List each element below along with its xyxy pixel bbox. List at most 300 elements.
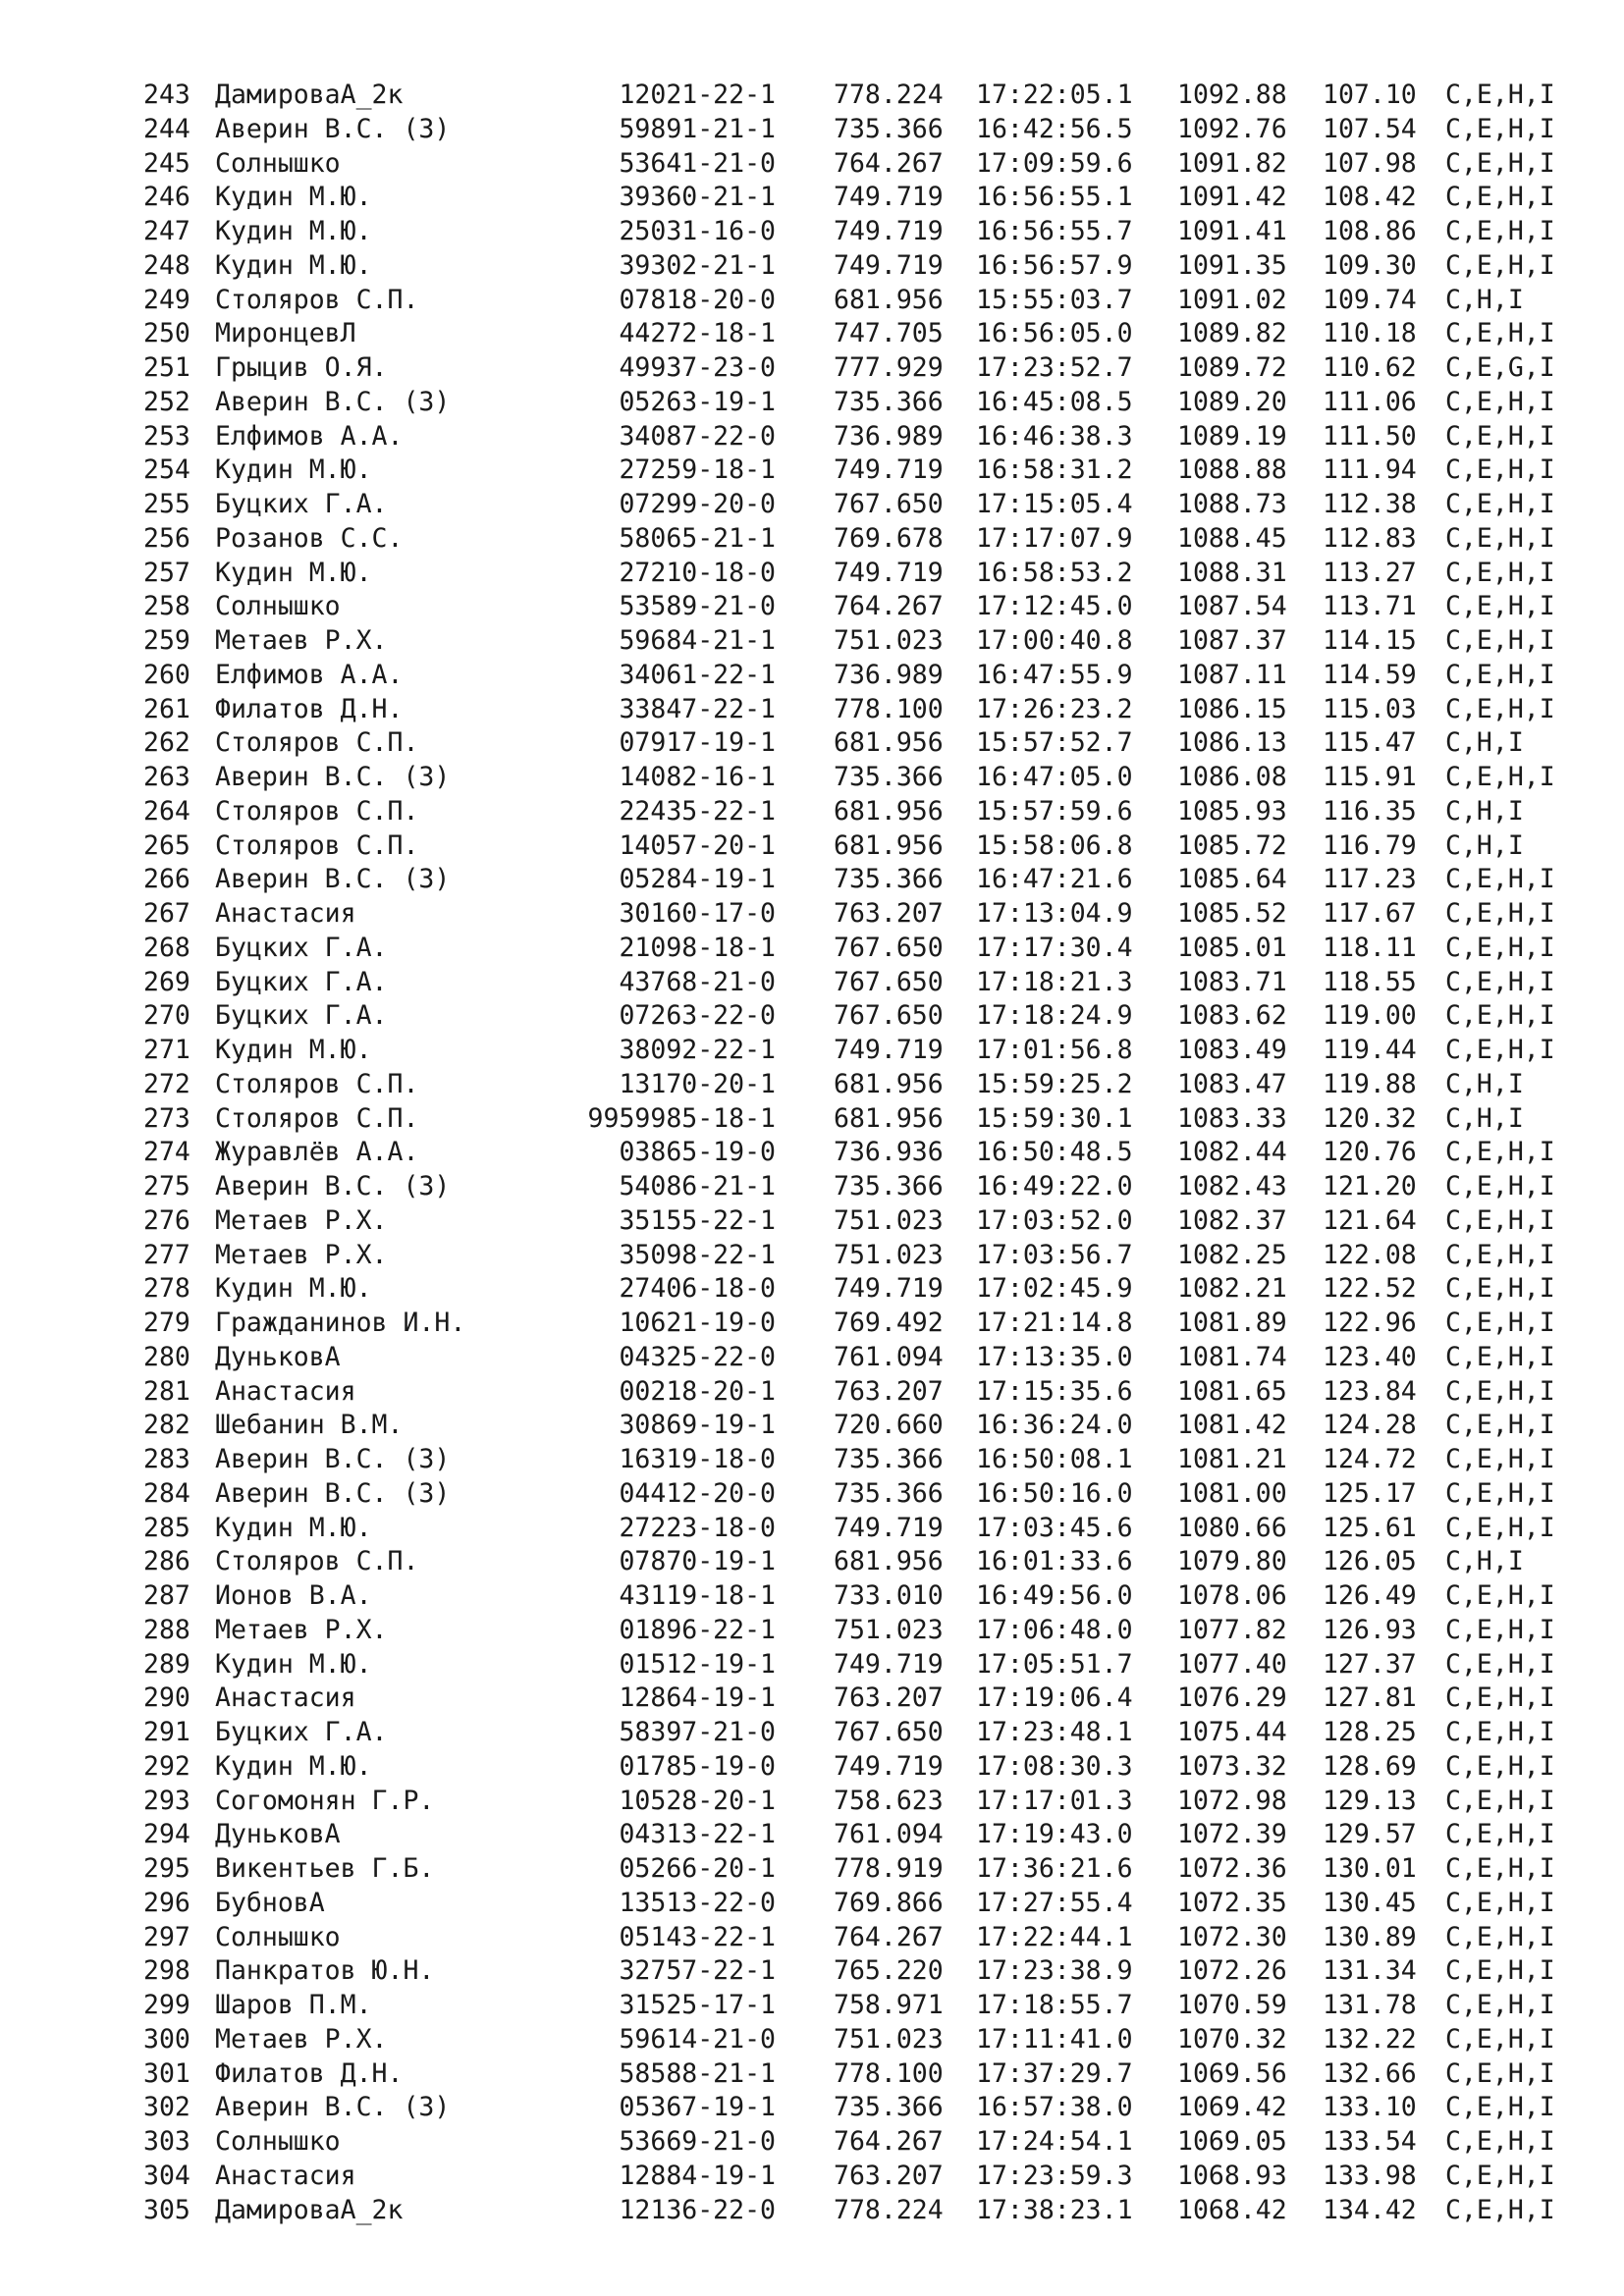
ring-number-cell <box>560 1408 776 1442</box>
row-number: 251 <box>143 352 190 383</box>
distance: 720.660 <box>834 1410 944 1441</box>
points: 123.84 <box>1323 1375 1417 1407</box>
ring-number: 05263-19-1 <box>619 386 776 417</box>
ring-number: 9959985-18-1 <box>587 1102 776 1134</box>
ring-number-cell <box>560 998 776 1033</box>
ring-number-cell <box>560 828 776 863</box>
row-number: 255 <box>143 489 190 519</box>
ring-number-cell <box>560 589 776 623</box>
points: 127.81 <box>1323 1682 1417 1714</box>
ring-number: 34061-22-1 <box>619 659 776 690</box>
distance: 735.366 <box>834 113 944 144</box>
fancier-name: ДамироваА_2к <box>215 80 404 110</box>
ring-number-cell <box>560 1374 776 1409</box>
points: 122.08 <box>1323 1239 1417 1270</box>
ring-number-cell <box>560 794 776 828</box>
speed: 1081.42 <box>1177 1410 1287 1441</box>
row-number: 271 <box>143 1035 190 1065</box>
row-number: 252 <box>143 386 190 417</box>
row-number: 264 <box>143 795 190 827</box>
result-row <box>0 998 1624 1033</box>
speed: 1083.62 <box>1177 1000 1287 1032</box>
row-number: 273 <box>143 1102 190 1134</box>
result-row <box>0 385 1624 419</box>
arrival-time: 17:18:24.9 <box>976 1000 1133 1032</box>
ring-number-cell <box>560 1920 776 1954</box>
ring-number: 39302-21-1 <box>619 249 776 281</box>
ring-number-cell <box>560 1681 776 1715</box>
points: 129.13 <box>1323 1785 1417 1816</box>
arrival-time: 17:03:52.0 <box>976 1204 1133 1236</box>
fancier-name: Елфимов А.А. <box>215 420 404 452</box>
result-row <box>0 2022 1624 2056</box>
category-flags: C,H,I <box>1445 1102 1524 1134</box>
row-number: 281 <box>143 1375 190 1407</box>
row-number: 302 <box>143 2092 190 2123</box>
speed: 1085.01 <box>1177 932 1287 963</box>
category-flags: C,E,H,I <box>1445 1444 1555 1474</box>
category-flags: C,E,H,I <box>1445 249 1555 281</box>
arrival-time: 17:03:56.7 <box>976 1239 1133 1270</box>
speed: 1088.31 <box>1177 557 1287 588</box>
ring-number: 12864-19-1 <box>619 1682 776 1714</box>
result-row <box>0 453 1624 487</box>
fancier-name: Аверин В.С. (З) <box>215 2092 451 2123</box>
ring-number: 01896-22-1 <box>619 1614 776 1645</box>
fancier-name: ДуньковА <box>215 1819 341 1850</box>
category-flags: C,E,H,I <box>1445 1614 1555 1645</box>
fancier-name: Кудин М.Ю. <box>215 1750 372 1782</box>
ring-number: 07263-22-0 <box>619 1000 776 1032</box>
distance: 735.366 <box>834 1444 944 1474</box>
speed: 1087.11 <box>1177 659 1287 690</box>
distance: 736.989 <box>834 420 944 452</box>
ring-number-cell <box>560 658 776 692</box>
arrival-time: 17:36:21.6 <box>976 1853 1133 1884</box>
ring-number-cell <box>560 1203 776 1238</box>
distance: 681.956 <box>834 284 944 315</box>
ring-number-cell <box>560 556 776 590</box>
distance: 763.207 <box>834 2160 944 2191</box>
speed: 1087.37 <box>1177 625 1287 656</box>
result-row <box>0 1408 1624 1442</box>
points: 111.94 <box>1323 454 1417 486</box>
ring-number-cell <box>560 2056 776 2091</box>
ring-number: 54086-21-1 <box>619 1171 776 1201</box>
fancier-name: Грыцив О.Я. <box>215 352 388 383</box>
ring-number: 10528-20-1 <box>619 1785 776 1816</box>
distance: 735.366 <box>834 762 944 792</box>
category-flags: C,E,H,I <box>1445 1035 1555 1065</box>
fancier-name: Метаев Р.Х. <box>215 2023 388 2055</box>
ring-number-cell <box>560 350 776 385</box>
ring-number: 07818-20-0 <box>619 284 776 315</box>
result-row <box>0 1715 1624 1749</box>
arrival-time: 17:02:45.9 <box>976 1273 1133 1305</box>
points: 120.32 <box>1323 1102 1417 1134</box>
category-flags: C,H,I <box>1445 1546 1524 1577</box>
fancier-name: Солнышко <box>215 147 341 179</box>
row-number: 284 <box>143 1477 190 1509</box>
category-flags: C,H,I <box>1445 727 1524 759</box>
category-flags: C,E,H,I <box>1445 2057 1555 2089</box>
ring-number-cell <box>560 1715 776 1749</box>
ring-number: 07299-20-0 <box>619 489 776 519</box>
arrival-time: 16:56:55.1 <box>976 182 1133 213</box>
fancier-name: Елфимов А.А. <box>215 659 404 690</box>
row-number: 293 <box>143 1785 190 1816</box>
speed: 1069.05 <box>1177 2126 1287 2157</box>
row-number: 275 <box>143 1171 190 1201</box>
result-row <box>0 931 1624 965</box>
speed: 1092.76 <box>1177 113 1287 144</box>
speed: 1070.32 <box>1177 2023 1287 2055</box>
fancier-name: Буцких Г.А. <box>215 932 388 963</box>
ring-number-cell <box>560 1784 776 1818</box>
category-flags: C,E,H,I <box>1445 454 1555 486</box>
result-row <box>0 1988 1624 2022</box>
row-number: 280 <box>143 1341 190 1372</box>
ring-number-cell <box>560 1886 776 1920</box>
ring-number-cell <box>560 2193 776 2227</box>
speed: 1081.65 <box>1177 1375 1287 1407</box>
result-row <box>0 1169 1624 1203</box>
fancier-name: Метаев Р.Х. <box>215 625 388 656</box>
ring-number-cell <box>560 931 776 965</box>
row-number: 276 <box>143 1204 190 1236</box>
result-row <box>0 2159 1624 2193</box>
distance: 735.366 <box>834 1477 944 1509</box>
ring-number-cell <box>560 316 776 350</box>
ring-number-cell <box>560 2159 776 2193</box>
category-flags: C,E,H,I <box>1445 2160 1555 2191</box>
distance: 749.719 <box>834 182 944 213</box>
result-row <box>0 2193 1624 2227</box>
row-number: 272 <box>143 1068 190 1099</box>
distance: 758.971 <box>834 1990 944 2020</box>
result-row <box>0 1135 1624 1169</box>
arrival-time: 16:50:08.1 <box>976 1444 1133 1474</box>
category-flags: C,H,I <box>1445 284 1524 315</box>
arrival-time: 15:58:06.8 <box>976 829 1133 861</box>
ring-number: 33847-22-1 <box>619 693 776 724</box>
fancier-name: Столяров С.П. <box>215 1102 419 1134</box>
ring-number-cell <box>560 78 776 112</box>
speed: 1086.15 <box>1177 693 1287 724</box>
result-row <box>0 1749 1624 1784</box>
distance: 749.719 <box>834 1035 944 1065</box>
arrival-time: 16:49:22.0 <box>976 1171 1133 1201</box>
result-row <box>0 1203 1624 1238</box>
ring-number: 59684-21-1 <box>619 625 776 656</box>
category-flags: C,E,H,I <box>1445 1512 1555 1543</box>
category-flags: C,E,H,I <box>1445 1955 1555 1987</box>
category-flags: C,E,H,I <box>1445 182 1555 213</box>
points: 125.61 <box>1323 1512 1417 1543</box>
ring-number-cell <box>560 623 776 658</box>
arrival-time: 17:37:29.7 <box>976 2057 1133 2089</box>
fancier-name: Аверин В.С. (З) <box>215 864 451 895</box>
points: 131.34 <box>1323 1955 1417 1987</box>
fancier-name: Солнышко <box>215 591 341 622</box>
ring-number: 04325-22-0 <box>619 1341 776 1372</box>
points: 111.06 <box>1323 386 1417 417</box>
distance: 761.094 <box>834 1819 944 1850</box>
ring-number: 34087-22-0 <box>619 420 776 452</box>
ring-number: 14082-16-1 <box>619 762 776 792</box>
result-row <box>0 589 1624 623</box>
result-row <box>0 896 1624 931</box>
arrival-time: 16:36:24.0 <box>976 1410 1133 1441</box>
arrival-time: 16:45:08.5 <box>976 386 1133 417</box>
row-number: 290 <box>143 1682 190 1714</box>
ring-number: 12136-22-0 <box>619 2194 776 2225</box>
result-row <box>0 623 1624 658</box>
ring-number-cell <box>560 1067 776 1101</box>
result-row <box>0 1613 1624 1647</box>
row-number: 274 <box>143 1137 190 1168</box>
speed: 1088.45 <box>1177 522 1287 554</box>
category-flags: C,H,I <box>1445 1068 1524 1099</box>
points: 120.76 <box>1323 1137 1417 1168</box>
fancier-name: Буцких Г.А. <box>215 966 388 997</box>
category-flags: C,E,H,I <box>1445 557 1555 588</box>
ring-number-cell <box>560 521 776 556</box>
distance: 778.224 <box>834 2194 944 2225</box>
distance: 767.650 <box>834 489 944 519</box>
fancier-name: Кудин М.Ю. <box>215 1035 372 1065</box>
arrival-time: 16:58:53.2 <box>976 557 1133 588</box>
arrival-time: 16:49:56.0 <box>976 1580 1133 1611</box>
ring-number-cell <box>560 725 776 760</box>
result-row <box>0 658 1624 692</box>
ring-number: 01512-19-1 <box>619 1648 776 1680</box>
distance: 749.719 <box>834 216 944 246</box>
result-row <box>0 1886 1624 1920</box>
result-row <box>0 180 1624 214</box>
arrival-time: 17:19:43.0 <box>976 1819 1133 1850</box>
fancier-name: Кудин М.Ю. <box>215 1273 372 1305</box>
result-row <box>0 2124 1624 2159</box>
fancier-name: Кудин М.Ю. <box>215 454 372 486</box>
ring-number: 13513-22-0 <box>619 1887 776 1918</box>
ring-number-cell <box>560 1476 776 1511</box>
distance: 764.267 <box>834 147 944 179</box>
points: 116.35 <box>1323 795 1417 827</box>
distance: 681.956 <box>834 727 944 759</box>
fancier-name: Метаев Р.Х. <box>215 1239 388 1270</box>
row-number: 250 <box>143 318 190 349</box>
result-row <box>0 1647 1624 1682</box>
row-number: 291 <box>143 1717 190 1747</box>
ring-number-cell <box>560 1135 776 1169</box>
fancier-name: Анастасия <box>215 1682 356 1714</box>
arrival-time: 16:01:33.6 <box>976 1546 1133 1577</box>
arrival-time: 17:26:23.2 <box>976 693 1133 724</box>
fancier-name: Столяров С.П. <box>215 1068 419 1099</box>
row-number: 256 <box>143 522 190 554</box>
distance: 733.010 <box>834 1580 944 1611</box>
row-number: 282 <box>143 1410 190 1441</box>
points: 128.69 <box>1323 1750 1417 1782</box>
category-flags: C,E,H,I <box>1445 966 1555 997</box>
ring-number-cell <box>560 1442 776 1476</box>
speed: 1083.71 <box>1177 966 1287 997</box>
category-flags: C,E,H,I <box>1445 2126 1555 2157</box>
result-row <box>0 1033 1624 1067</box>
fancier-name: Анастасия <box>215 2160 356 2191</box>
ring-number-cell <box>560 1271 776 1306</box>
result-row <box>0 692 1624 726</box>
ring-number: 04412-20-0 <box>619 1477 776 1509</box>
fancier-name: Журавлёв А.А. <box>215 1137 419 1168</box>
arrival-time: 17:17:30.4 <box>976 932 1133 963</box>
ring-number: 00218-20-1 <box>619 1375 776 1407</box>
distance: 767.650 <box>834 966 944 997</box>
distance: 778.919 <box>834 1853 944 1884</box>
ring-number-cell <box>560 1169 776 1203</box>
result-row <box>0 1851 1624 1886</box>
points: 112.38 <box>1323 489 1417 519</box>
category-flags: C,E,H,I <box>1445 420 1555 452</box>
ring-number: 01785-19-0 <box>619 1750 776 1782</box>
points: 126.93 <box>1323 1614 1417 1645</box>
category-flags: C,E,H,I <box>1445 1204 1555 1236</box>
category-flags: C,E,H,I <box>1445 625 1555 656</box>
speed: 1077.82 <box>1177 1614 1287 1645</box>
ring-number: 14057-20-1 <box>619 829 776 861</box>
category-flags: C,E,H,I <box>1445 1819 1555 1850</box>
distance: 778.224 <box>834 80 944 110</box>
speed: 1070.59 <box>1177 1990 1287 2020</box>
distance: 749.719 <box>834 249 944 281</box>
speed: 1082.25 <box>1177 1239 1287 1270</box>
arrival-time: 17:15:05.4 <box>976 489 1133 519</box>
row-number: 304 <box>143 2160 190 2191</box>
points: 113.27 <box>1323 557 1417 588</box>
ring-number: 27210-18-0 <box>619 557 776 588</box>
fancier-name: ДамироваА_2к <box>215 2194 404 2225</box>
speed: 1081.21 <box>1177 1444 1287 1474</box>
ring-number: 16319-18-0 <box>619 1444 776 1474</box>
row-number: 246 <box>143 182 190 213</box>
points: 119.44 <box>1323 1035 1417 1065</box>
arrival-time: 17:17:07.9 <box>976 522 1133 554</box>
fancier-name: Ионов В.А. <box>215 1580 372 1611</box>
speed: 1082.37 <box>1177 1204 1287 1236</box>
row-number: 266 <box>143 864 190 895</box>
arrival-time: 17:03:45.6 <box>976 1512 1133 1543</box>
ring-number: 12021-22-1 <box>619 80 776 110</box>
category-flags: C,E,H,I <box>1445 1341 1555 1372</box>
ring-number: 58065-21-1 <box>619 522 776 554</box>
ring-number-cell <box>560 2022 776 2056</box>
ring-number-cell <box>560 1238 776 1272</box>
ring-number: 31525-17-1 <box>619 1990 776 2020</box>
arrival-time: 16:42:56.5 <box>976 113 1133 144</box>
row-number: 294 <box>143 1819 190 1850</box>
result-row <box>0 1442 1624 1476</box>
ring-number: 27406-18-0 <box>619 1273 776 1305</box>
points: 112.83 <box>1323 522 1417 554</box>
arrival-time: 16:47:21.6 <box>976 864 1133 895</box>
speed: 1086.08 <box>1177 762 1287 792</box>
ring-number: 49937-23-0 <box>619 352 776 383</box>
row-number: 286 <box>143 1546 190 1577</box>
ring-number: 05266-20-1 <box>619 1853 776 1884</box>
distance: 736.936 <box>834 1137 944 1168</box>
speed: 1069.42 <box>1177 2092 1287 2123</box>
ring-number: 43768-21-0 <box>619 966 776 997</box>
distance: 749.719 <box>834 1512 944 1543</box>
category-flags: C,E,G,I <box>1445 352 1555 383</box>
ring-number: 38092-22-1 <box>619 1035 776 1065</box>
result-row <box>0 1238 1624 1272</box>
result-row <box>0 78 1624 112</box>
arrival-time: 17:15:35.6 <box>976 1375 1133 1407</box>
ring-number-cell <box>560 2124 776 2159</box>
speed: 1072.30 <box>1177 1921 1287 1952</box>
points: 116.79 <box>1323 829 1417 861</box>
distance: 763.207 <box>834 1375 944 1407</box>
distance: 767.650 <box>834 1000 944 1032</box>
arrival-time: 16:58:31.2 <box>976 454 1133 486</box>
result-row <box>0 1374 1624 1409</box>
points: 109.74 <box>1323 284 1417 315</box>
points: 126.05 <box>1323 1546 1417 1577</box>
result-row <box>0 316 1624 350</box>
arrival-time: 16:50:48.5 <box>976 1137 1133 1168</box>
fancier-name: Столяров С.П. <box>215 284 419 315</box>
points: 133.10 <box>1323 2092 1417 2123</box>
points: 115.03 <box>1323 693 1417 724</box>
points: 108.86 <box>1323 216 1417 246</box>
result-row <box>0 1953 1624 1988</box>
fancier-name: Шаров П.М. <box>215 1990 372 2020</box>
speed: 1091.02 <box>1177 284 1287 315</box>
category-flags: C,E,H,I <box>1445 2092 1555 2123</box>
distance: 764.267 <box>834 591 944 622</box>
row-number: 261 <box>143 693 190 724</box>
distance: 749.719 <box>834 454 944 486</box>
speed: 1068.42 <box>1177 2194 1287 2225</box>
result-row <box>0 1306 1624 1340</box>
result-row <box>0 1511 1624 1545</box>
points: 122.96 <box>1323 1308 1417 1338</box>
speed: 1089.19 <box>1177 420 1287 452</box>
fancier-name: Кудин М.Ю. <box>215 557 372 588</box>
fancier-name: Анастасия <box>215 1375 356 1407</box>
result-row <box>0 214 1624 248</box>
arrival-time: 17:27:55.4 <box>976 1887 1133 1918</box>
result-row <box>0 2090 1624 2124</box>
category-flags: C,E,H,I <box>1445 1887 1555 1918</box>
ring-number-cell <box>560 1578 776 1613</box>
result-row <box>0 487 1624 521</box>
result-row <box>0 828 1624 863</box>
arrival-time: 15:57:52.7 <box>976 727 1133 759</box>
category-flags: C,E,H,I <box>1445 1750 1555 1782</box>
arrival-time: 16:50:16.0 <box>976 1477 1133 1509</box>
result-row <box>0 112 1624 146</box>
result-row <box>0 1476 1624 1511</box>
fancier-name: Буцких Г.А. <box>215 489 388 519</box>
result-row <box>0 521 1624 556</box>
row-number: 260 <box>143 659 190 690</box>
row-number: 297 <box>143 1921 190 1952</box>
speed: 1081.74 <box>1177 1341 1287 1372</box>
category-flags: C,E,H,I <box>1445 147 1555 179</box>
